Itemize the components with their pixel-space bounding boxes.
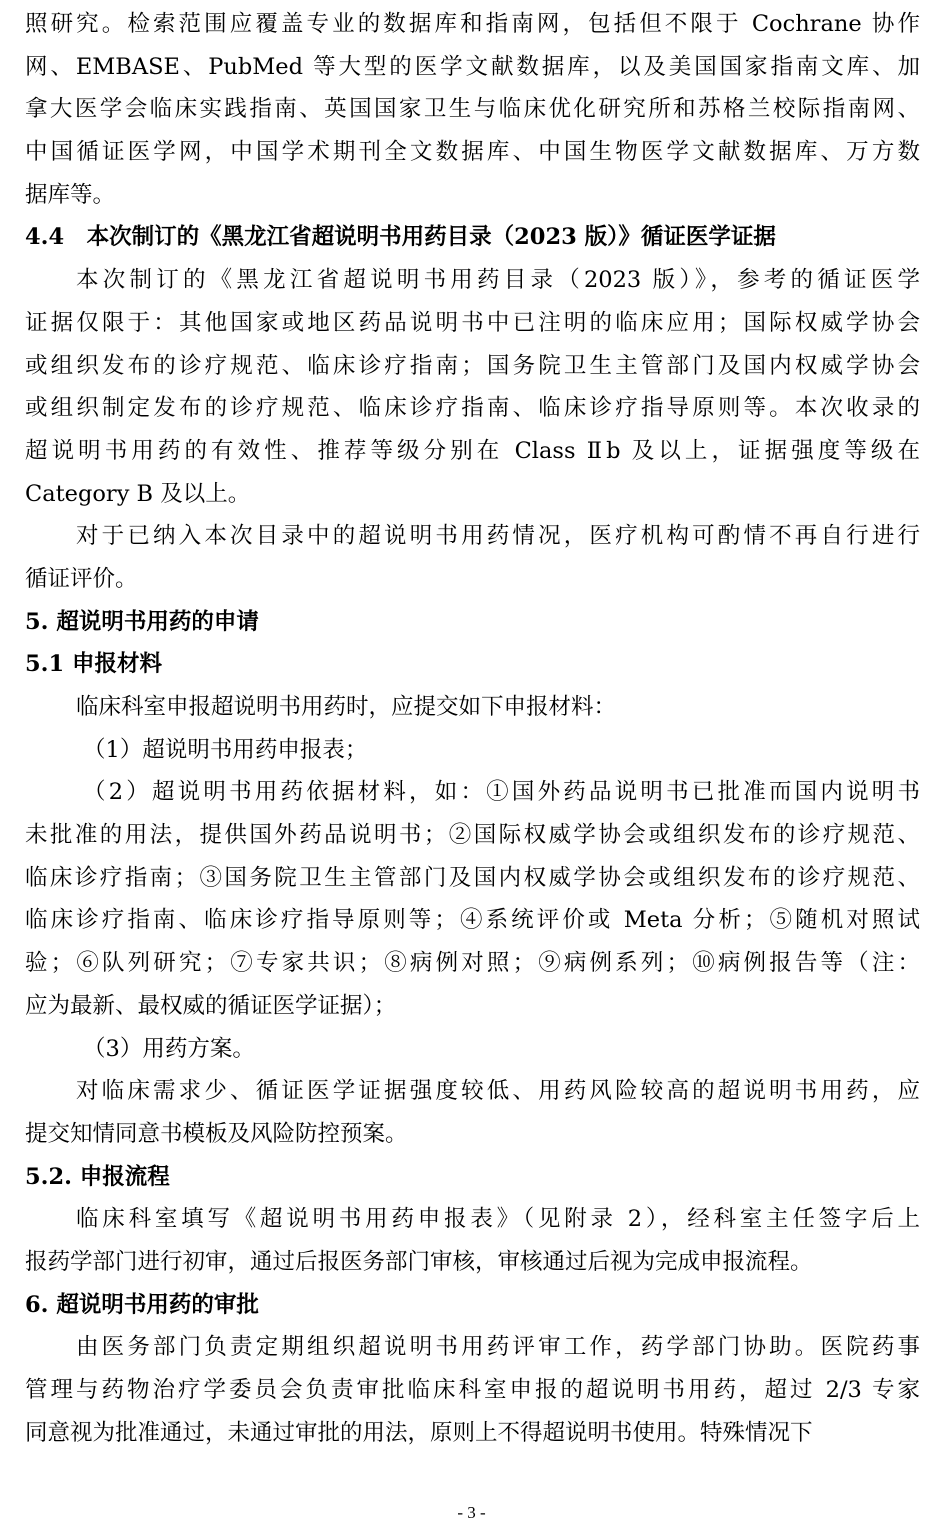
text-line: （1）超说明书用药申报表；	[83, 736, 368, 763]
text-line: 6. 超说明书用药的审批	[25, 1291, 259, 1318]
text-line: 临床诊疗指南、临床诊疗指导原则等；④系统评价或 Meta 分析；⑤随机对照试	[25, 907, 920, 934]
section-heading	[25, 1156, 920, 1199]
text-line: 临床科室填写《超说明书用药申报表》（见附录 2），经科室主任签字后上	[76, 1206, 920, 1233]
text-line: 提交知情同意书模板及风险防控预案。	[25, 1120, 408, 1147]
section-heading	[25, 601, 920, 644]
text-line: 临床诊疗指南；③国务院卫生主管部门及国内权威学协会或组织发布的诊疗规范、	[25, 864, 920, 891]
text-line: 未批准的用法，提供国外药品说明书；②国际权威学协会或组织发布的诊疗规范、	[25, 822, 920, 849]
text-line: （2）超说明书用药依据材料，如：①国外药品说明书已批准而国内说明书	[83, 779, 920, 806]
text-line: 由医务部门负责定期组织超说明书用药评审工作，药学部门协助。医院药事	[76, 1334, 920, 1361]
text-line: 同意视为批准通过，未通过审批的用法，原则上不得超说明书使用。特殊情况下	[25, 1419, 813, 1446]
text-line: 拿大医学会临床实践指南、英国国家卫生与临床优化研究所和苏格兰校际指南网、	[25, 96, 920, 123]
text-line: 超说明书用药的有效性、推荐等级分别在 Class Ⅱb 及以上，证据强度等级在	[25, 437, 920, 464]
text-line: 本次制订的《黑龙江省超说明书用药目录（2023 版）》，参考的循证医学	[76, 267, 920, 294]
text-line: 对临床需求少、循证医学证据强度较低、用药风险较高的超说明书用药，应	[76, 1078, 920, 1105]
text-line: 中国循证医学网，中国学术期刊全文数据库、中国生物医学文献数据库、万方数	[25, 139, 920, 166]
text-line: 应为最新、最权威的循证医学证据）；	[25, 992, 397, 1019]
list-item	[25, 771, 920, 1027]
section-heading	[25, 216, 920, 259]
text-line: Category B 及以上。	[25, 480, 251, 507]
text-line: 报药学部门进行初审，通过后报医务部门审核，审核通过后视为完成申报流程。	[25, 1248, 813, 1275]
section-heading	[25, 643, 920, 686]
text-line: 4.4 本次制订的《黑龙江省超说明书用药目录（2023 版）》循证医学证据	[25, 224, 776, 251]
text-line: 循证评价。	[25, 565, 138, 592]
text-line: 证据仅限于：其他国家或地区药品说明书中已注明的临床应用；国际权威学协会	[25, 309, 920, 336]
text-line: 或组织制定发布的诊疗规范、临床诊疗指南、临床诊疗指导原则等。本次收录的	[25, 395, 920, 422]
list-item	[25, 1028, 920, 1071]
paragraph	[25, 1326, 920, 1454]
text-line: 据库等。	[25, 181, 116, 208]
text-line: 5.2. 申报流程	[25, 1163, 170, 1190]
list-item	[25, 729, 920, 772]
text-line: 5.1 申报材料	[25, 651, 162, 678]
text-line: （3）用药方案。	[83, 1035, 255, 1062]
text-line: 网、EMBASE、PubMed 等大型的医学文献数据库，以及美国国家指南文库、加	[25, 53, 920, 80]
paragraph	[25, 1070, 920, 1155]
text-line: 临床科室申报超说明书用药时，应提交如下申报材料：	[76, 694, 617, 720]
section-heading	[25, 1284, 920, 1327]
text-line: 管理与药物治疗学委员会负责审批临床科室申报的超说明书用药，超过 2/3 专家	[25, 1377, 920, 1403]
paragraph	[25, 3, 920, 216]
paragraph	[25, 1198, 920, 1283]
text-line: 5. 超说明书用药的申请	[25, 608, 259, 635]
paragraph	[25, 259, 920, 515]
text-line: 对于已纳入本次目录中的超说明书用药情况，医疗机构可酌情不再自行进行	[76, 523, 920, 550]
paragraph	[25, 686, 920, 729]
paragraph	[25, 515, 920, 600]
text-line: 照研究。检索范围应覆盖专业的数据库和指南网，包括但不限于 Cochrane 协作	[25, 11, 920, 37]
text-line: 验；⑥队列研究；⑦专家共识；⑧病例对照；⑨病例系列；⑩病例报告等（注：	[25, 950, 920, 977]
document-body	[25, 3, 920, 1454]
page-number: - 3 -	[457, 1503, 486, 1522]
text-line: 或组织发布的诊疗规范、临床诊疗指南；国务院卫生主管部门及国内权威学协会	[25, 352, 920, 379]
